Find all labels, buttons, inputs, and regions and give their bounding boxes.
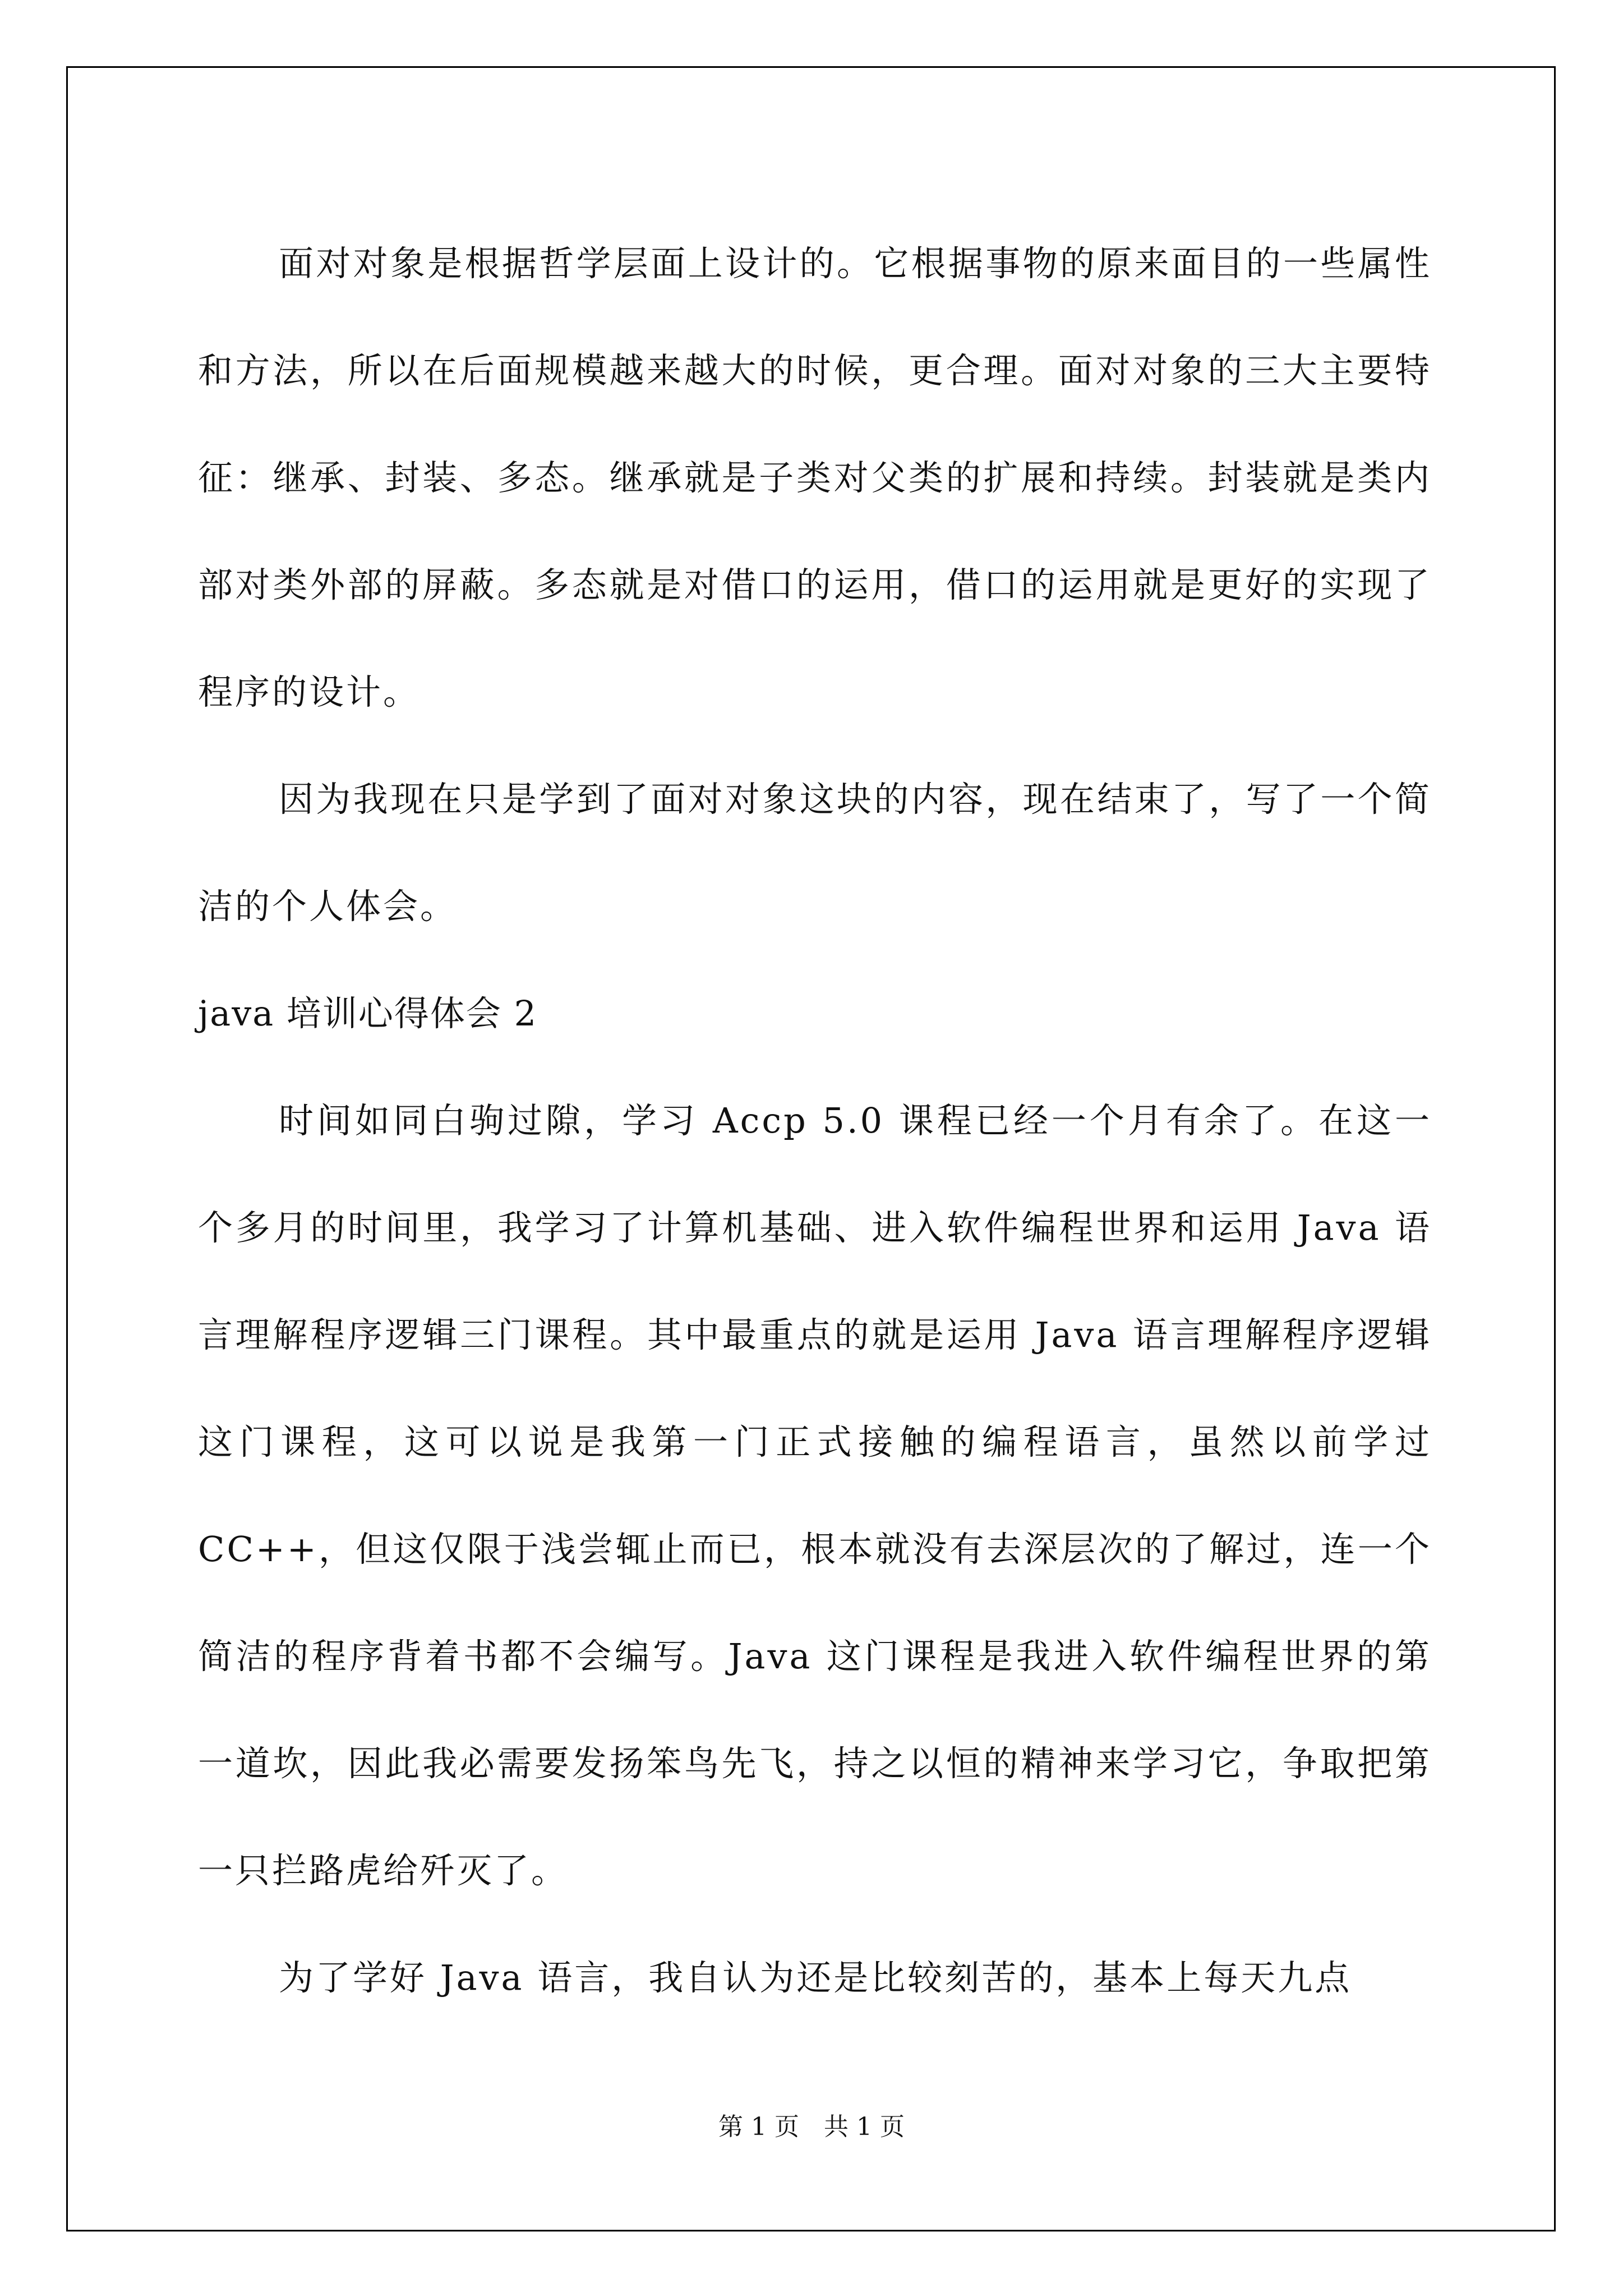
paragraph: 为了学好 Java 语言，我自认为还是比较刻苦的，基本上每天九点 xyxy=(279,1957,1352,1998)
paragraph: 因为我现在只是学到了面对对象这块的内容，现在结束了，写了一个简洁的个人体会。 xyxy=(198,779,1432,927)
paragraph: 面对对象是根据哲学层面上设计的。它根据事物的原来面目的一些属性和方法，所以在后面规模越来越大的时候，更合理。面对对象的三大主要特征：继承、封装、多态。继承就是子类对父类的扩展和持续。封装就是类内部对类外部的屏蔽。多态就是对借口的运用，借口的运用就是更好的实现了程序的设计。 xyxy=(198,243,1432,712)
page-number-footer: 第 1 页 共 1 页 xyxy=(718,2113,905,2141)
section-heading: java 培训心得体会 2 xyxy=(198,993,538,1034)
paragraph: 时间如同白驹过隙，学习 Accp 5.0 课程已经一个月有余了。在这一个多月的时间里，我学习了计算机基础、进入软件编程世界和运用 Java 语言理解程序逻辑三门课程。其中最重点的就是运用 Java 语言理解程序逻辑这门课程，这可以说是我第一门正式接触的编程语言，虽然以前学过 CC++，但这仅限于浅尝辄止而已，根本就没有去深层次的了解过，连一个简洁的程序背着书都不会编写。Java 这门课程是我进入软件编程世界的第一道坎，因此我必需要发扬笨鸟先飞，持之以恒的精神来学习它，争取把第一只拦路虎给歼灭了。 xyxy=(198,1100,1432,1891)
document-body xyxy=(198,210,1432,2031)
